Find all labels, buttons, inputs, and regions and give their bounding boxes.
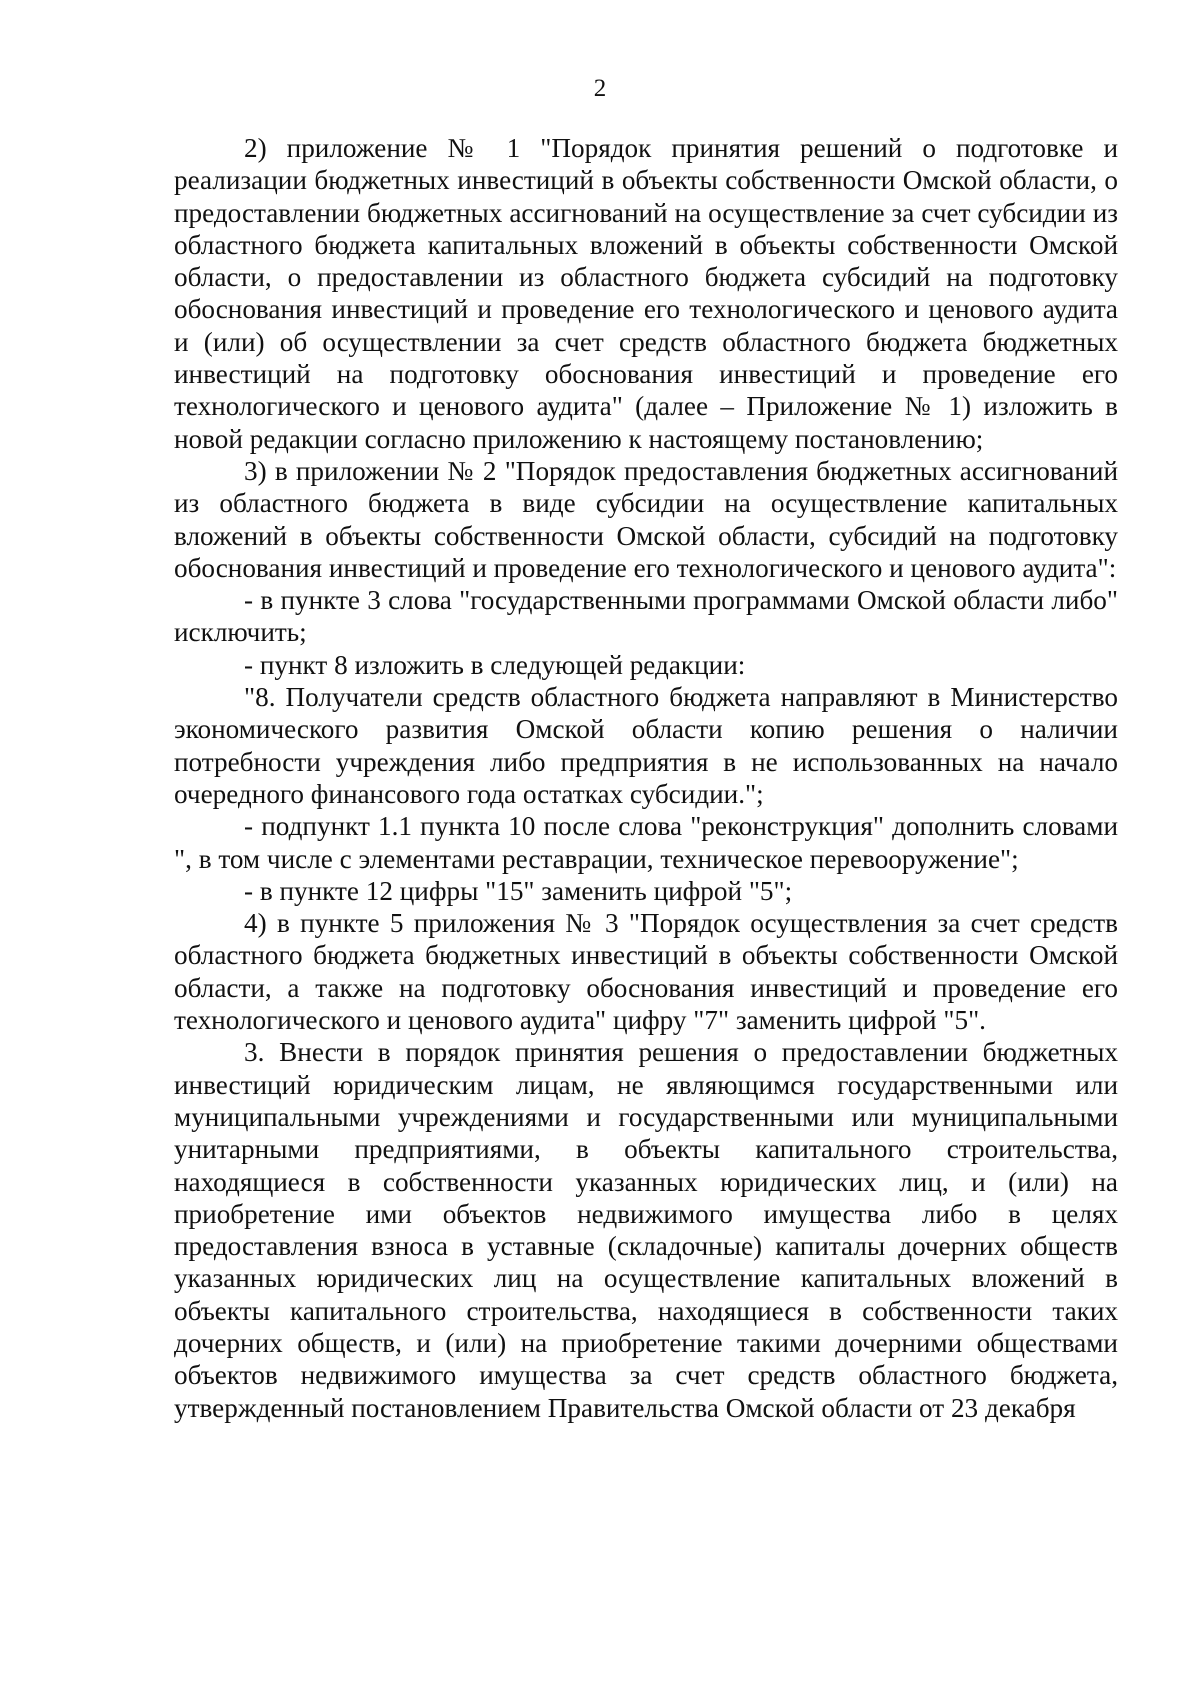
paragraph-clause-12-change: - в пункте 12 цифры "15" заменить цифрой "5"; [244, 875, 793, 906]
paragraph-subclause-1-1-change: - подпункт 1.1 пункта 10 после слова "реконструкция" дополнить словами ", в том числе с элементами реставрации, техническое перевооружение"; [174, 811, 1118, 874]
paragraph-item-3-appendix-2: 3) в приложении № 2 "Порядок предоставления бюджетных ассигнований из областного бюджета в виде субсидии на осуществление капитальных вложений в объекты собственности Омской области, субсидий на подготовку обоснования инвестиций и проведение его технологического и ценового аудита": [174, 455, 1118, 583]
paragraph-section-3: 3. Внести в порядок принятия решения о предоставлении бюджетных инвестиций юридическим лицам, не являющимся государственными или муниципальными учреждениями и государственными или муниципальными унитарными предприятиями, в объекты капитального строительства, находящиеся в собственности указанных юридических лиц, и (или) на приобретение ими объектов недвижимого имущества либо в целях предоставления взноса в уставные (складочные) капиталы дочерних обществ указанных юридических лиц на осуществление капитальных вложений в объекты капитального строительства, находящиеся в собственности таких дочерних обществ, и (или) на приобретение такими дочерними обществами объектов недвижимого имущества за счет средств областного бюджета, утвержденный постановлением Правительства Омской области от 23 декабря [174, 1037, 1118, 1423]
paragraph-clause-3-change: - в пункте 3 слова "государственными программами Омской области либо" исключить; [174, 585, 1118, 648]
paragraph-clause-8-intro: - пункт 8 изложить в следующей редакции: [244, 649, 746, 680]
page-number: 2 [593, 75, 607, 102]
paragraph-item-4-appendix-3: 4) в пункте 5 приложения № 3 "Порядок осуществления за счет средств областного бюджета бюджетных инвестиций в объекты собственности Омской области, а также на подготовку обоснования инвестиций и проведение его технологического и ценового аудита" цифру "7" заменить цифрой "5". [174, 908, 1118, 1036]
paragraph-item-2-appendix-1: 2) приложение № 1 "Порядок принятия решений о подготовке и реализации бюджетных инвестиций в объекты собственности Омской области, о предоставлении бюджетных ассигнований на осуществление за счет субсидии из областного бюджета капитальных вложений в объекты собственности Омской области, о предоставлении из областного бюджета субсидий на подготовку обоснования инвестиций и проведение его технологического и ценового аудита и (или) об осуществлении за счет средств областного бюджета бюджетных инвестиций на подготовку обоснования инвестиций и проведение его технологического и ценового аудита" (далее – Приложение № 1) изложить в новой редакции согласно приложению к настоящему постановлению; [174, 133, 1118, 454]
document-body [174, 132, 1118, 1424]
paragraph-clause-8-text: "8. Получатели средств областного бюджета направляют в Министерство экономического развития Омской области копию решения о наличии потребности учреждения либо предприятия в не использованных на начало очередного финансового года остатках субсидии."; [174, 682, 1118, 809]
